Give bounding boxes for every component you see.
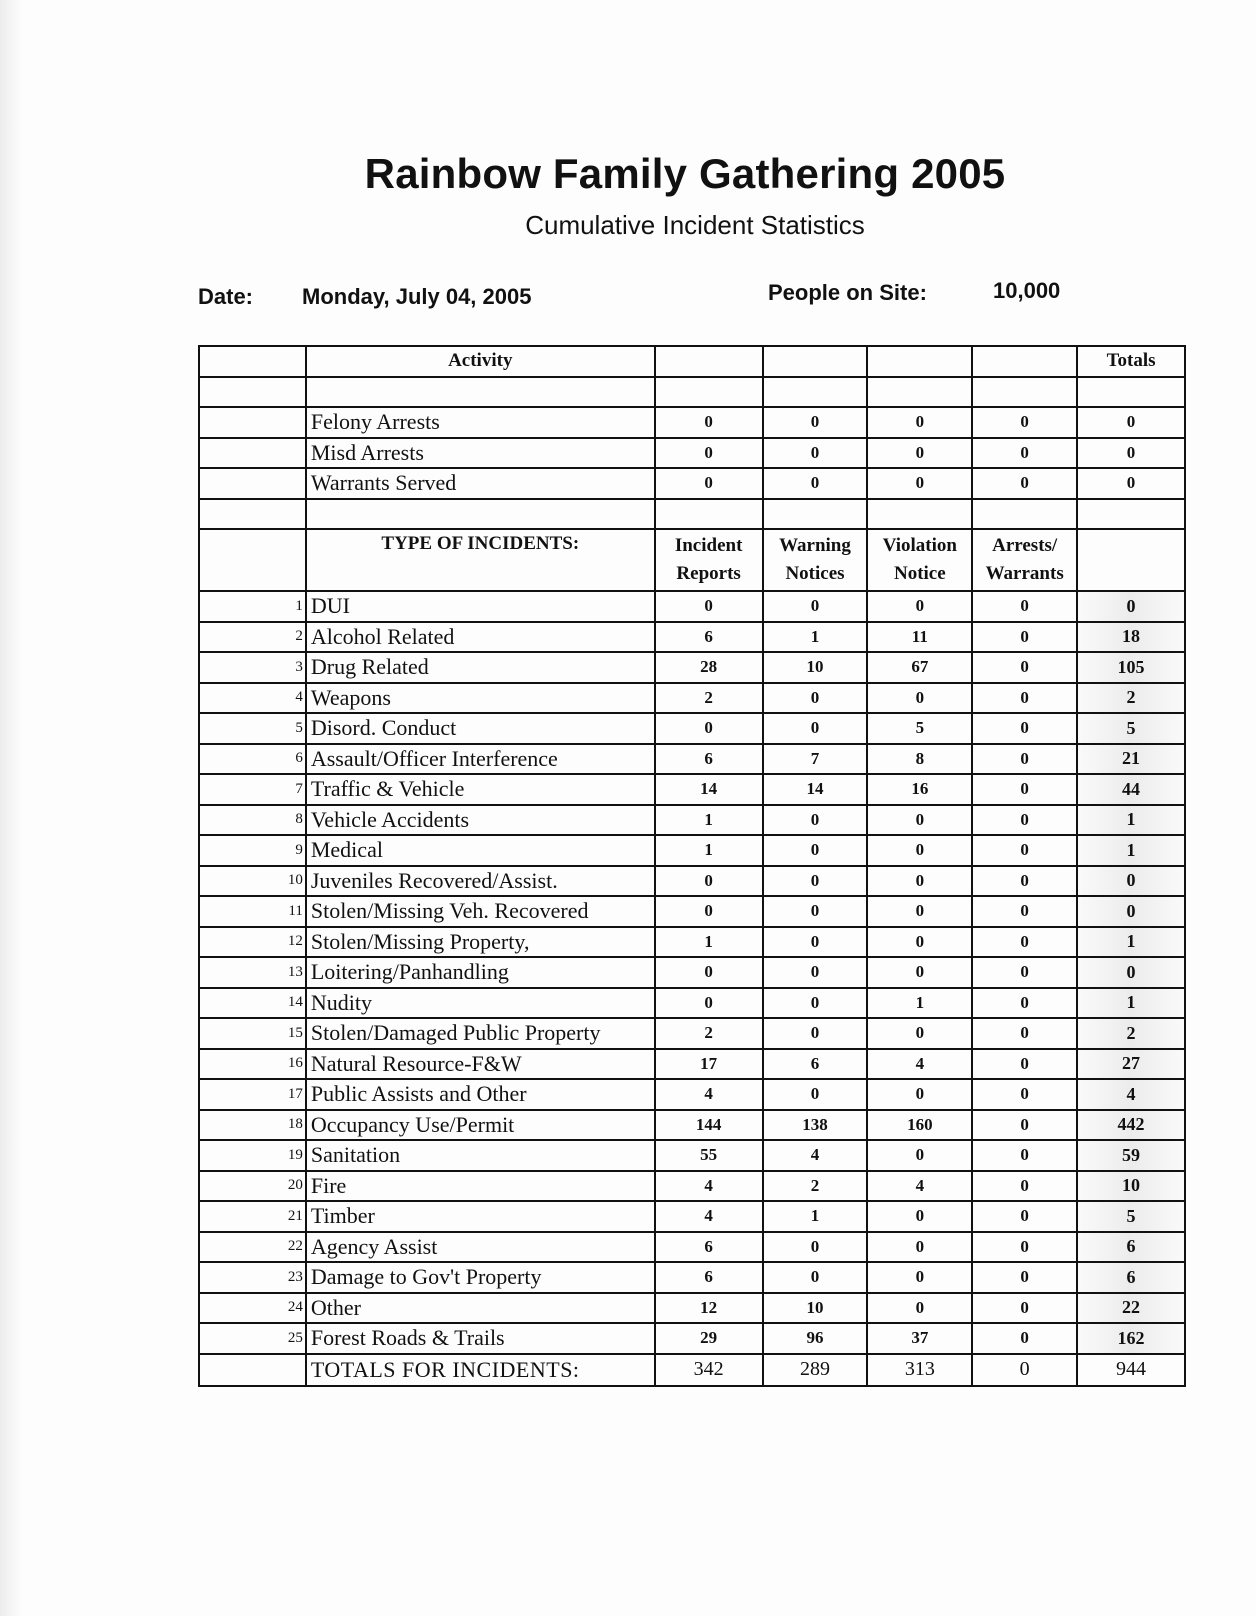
incident-value: 0 [867,957,972,988]
incident-total: 0 [1077,957,1185,988]
totals-for-incidents-row [199,1354,1185,1386]
incident-value: 0 [763,866,868,897]
incident-value: 1 [655,805,763,836]
activity-value: 0 [763,468,868,499]
blank-cell [199,346,306,377]
incident-value: 6 [655,622,763,653]
incident-value: 0 [867,896,972,927]
incident-value: 0 [972,683,1077,714]
incident-number: 21 [199,1201,306,1232]
incident-value: 28 [655,652,763,683]
incident-value: 0 [972,744,1077,775]
incident-label: Vehicle Accidents [306,805,655,836]
activity-row [199,407,1185,438]
incident-value: 0 [972,1110,1077,1141]
incident-value: 0 [972,1323,1077,1354]
date-value: Monday, July 04, 2005 [302,284,532,309]
incident-label: Sanitation [306,1140,655,1171]
incident-label: Forest Roads & Trails [306,1323,655,1354]
activity-row [199,438,1185,469]
incident-value: 0 [867,683,972,714]
incident-row [199,1262,1185,1293]
incident-value: 96 [763,1323,868,1354]
incident-row [199,744,1185,775]
incident-label: Natural Resource-F&W [306,1049,655,1080]
incident-value: 0 [763,805,868,836]
incident-value: 55 [655,1140,763,1171]
incident-value: 0 [763,835,868,866]
incident-value: 6 [655,1232,763,1263]
incident-value: 0 [763,683,868,714]
incident-value: 0 [972,805,1077,836]
incident-number: 15 [199,1018,306,1049]
incident-value: 0 [972,713,1077,744]
incident-value: 0 [972,591,1077,622]
incident-value: 4 [655,1079,763,1110]
incident-row [199,1201,1185,1232]
incident-number: 5 [199,713,306,744]
activity-value: 0 [655,407,763,438]
incident-value: 10 [763,652,868,683]
blank-cell [655,346,763,377]
incident-number: 25 [199,1323,306,1354]
incident-row [199,652,1185,683]
incident-value: 0 [763,896,868,927]
incident-value: 0 [763,1262,868,1293]
incident-value: 0 [972,652,1077,683]
incident-total: 1 [1077,988,1185,1019]
incident-label: Fire [306,1171,655,1202]
incident-value: 7 [763,744,868,775]
incident-number: 7 [199,774,306,805]
incident-value: 4 [763,1140,868,1171]
incident-total: 1 [1077,835,1185,866]
incident-value: 10 [763,1293,868,1324]
incident-number: 23 [199,1262,306,1293]
activity-header: Activity [306,346,655,377]
activity-value: 0 [763,438,868,469]
incident-value: 0 [972,957,1077,988]
incident-value: 0 [972,1049,1077,1080]
incident-row [199,683,1185,714]
incident-value: 0 [867,1140,972,1171]
incident-row [199,1049,1185,1080]
incident-value: 4 [867,1171,972,1202]
incident-total: 1 [1077,805,1185,836]
incident-total: 10 [1077,1171,1185,1202]
incident-total: 27 [1077,1049,1185,1080]
incident-total: 4 [1077,1079,1185,1110]
type-of-incidents-header: TYPE OF INCIDENTS: [306,529,655,591]
incident-number: 16 [199,1049,306,1080]
grand-total-value: 289 [763,1354,868,1386]
incident-number: 14 [199,988,306,1019]
incident-value: 0 [763,1079,868,1110]
incident-value: 0 [655,713,763,744]
incident-row [199,1079,1185,1110]
activity-header-row [199,346,1185,377]
incident-total: 2 [1077,683,1185,714]
incident-value: 0 [972,927,1077,958]
incident-number: 11 [199,896,306,927]
incident-number: 22 [199,1232,306,1263]
incident-statistics-table [198,345,1186,1387]
incident-total: 0 [1077,896,1185,927]
incident-value: 0 [972,1018,1077,1049]
incident-value: 0 [867,591,972,622]
incident-label: Stolen/Damaged Public Property [306,1018,655,1049]
activity-row [199,468,1185,499]
incident-value: 0 [867,1232,972,1263]
grand-total-value: 342 [655,1354,763,1386]
incident-value: 2 [763,1171,868,1202]
incident-value: 138 [763,1110,868,1141]
incident-label: Timber [306,1201,655,1232]
incident-value: 0 [867,1079,972,1110]
incident-label: Other [306,1293,655,1324]
spacer-row [199,377,1185,408]
incident-total: 442 [1077,1110,1185,1141]
incident-value: 11 [867,622,972,653]
activity-value: 0 [655,438,763,469]
blank-cell [763,346,868,377]
incident-value: 0 [972,1201,1077,1232]
activity-total: 0 [1077,468,1185,499]
incident-value: 6 [763,1049,868,1080]
incident-number: 6 [199,744,306,775]
incident-number: 24 [199,1293,306,1324]
activity-label: Misd Arrests [306,438,655,469]
people-on-site-value: 10,000 [993,278,1061,303]
incident-number: 9 [199,835,306,866]
incident-label: Alcohol Related [306,622,655,653]
incident-value: 0 [972,1262,1077,1293]
incident-row [199,713,1185,744]
incident-total: 59 [1077,1140,1185,1171]
incident-value: 67 [867,652,972,683]
incident-value: 12 [655,1293,763,1324]
activity-value: 0 [867,438,972,469]
incident-value: 29 [655,1323,763,1354]
incident-value: 0 [763,988,868,1019]
blank-cell [867,346,972,377]
incident-label: Damage to Gov't Property [306,1262,655,1293]
incident-number: 3 [199,652,306,683]
incident-label: Occupancy Use/Permit [306,1110,655,1141]
incident-value: 4 [655,1201,763,1232]
column-header-totals-blank [1077,529,1185,591]
incident-row [199,1232,1185,1263]
incident-value: 5 [867,713,972,744]
incident-value: 0 [655,988,763,1019]
incident-number: 18 [199,1110,306,1141]
activity-value: 0 [972,438,1077,469]
incident-value: 17 [655,1049,763,1080]
incident-value: 0 [763,591,868,622]
incident-value: 0 [655,866,763,897]
incident-value: 2 [655,683,763,714]
incident-label: Nudity [306,988,655,1019]
incident-total: 0 [1077,866,1185,897]
incident-value: 160 [867,1110,972,1141]
incident-label: Disord. Conduct [306,713,655,744]
activity-value: 0 [972,407,1077,438]
incident-row [199,1110,1185,1141]
incident-value: 0 [972,1171,1077,1202]
incident-value: 8 [867,744,972,775]
incident-row [199,1140,1185,1171]
incident-value: 14 [655,774,763,805]
incident-total: 105 [1077,652,1185,683]
incident-row [199,1171,1185,1202]
activity-value: 0 [655,468,763,499]
incident-value: 0 [867,1262,972,1293]
incident-value: 144 [655,1110,763,1141]
incident-value: 0 [972,866,1077,897]
incident-row [199,591,1185,622]
incident-total: 44 [1077,774,1185,805]
incident-value: 1 [867,988,972,1019]
incident-total: 5 [1077,1201,1185,1232]
incident-total: 162 [1077,1323,1185,1354]
incident-value: 0 [763,1232,868,1263]
incident-number: 17 [199,1079,306,1110]
blank-cell [199,1354,306,1386]
incident-value: 0 [655,896,763,927]
incident-value: 37 [867,1323,972,1354]
incident-value: 0 [972,622,1077,653]
incident-value: 6 [655,1262,763,1293]
incident-label: Juveniles Recovered/Assist. [306,866,655,897]
incident-value: 0 [972,1140,1077,1171]
incident-row [199,896,1185,927]
incident-total: 6 [1077,1232,1185,1263]
grand-total-value: 313 [867,1354,972,1386]
blank-cell [972,346,1077,377]
incident-number: 4 [199,683,306,714]
incident-value: 4 [867,1049,972,1080]
incident-value: 0 [972,774,1077,805]
incident-value: 0 [867,1201,972,1232]
incident-label: Loitering/Panhandling [306,957,655,988]
incident-value: 0 [867,927,972,958]
column-header-warning-notices: Warning Notices [763,529,868,591]
incident-value: 14 [763,774,868,805]
incident-value: 0 [972,1293,1077,1324]
incident-label: Traffic & Vehicle [306,774,655,805]
incident-label: Public Assists and Other [306,1079,655,1110]
incident-value: 0 [763,713,868,744]
activity-label: Felony Arrests [306,407,655,438]
incident-row [199,622,1185,653]
incident-row [199,927,1185,958]
activity-value: 0 [867,468,972,499]
incident-value: 0 [972,896,1077,927]
incident-row [199,805,1185,836]
incident-row [199,1293,1185,1324]
incident-value: 0 [972,1232,1077,1263]
incident-number: 8 [199,805,306,836]
incident-label: Medical [306,835,655,866]
column-header-incident-reports: Incident Reports [655,529,763,591]
incident-number: 12 [199,927,306,958]
incident-column-header-row [199,529,1185,591]
incident-row [199,866,1185,897]
incident-row [199,774,1185,805]
incident-value: 0 [867,1018,972,1049]
incident-value: 2 [655,1018,763,1049]
incident-value: 4 [655,1171,763,1202]
incident-number: 1 [199,591,306,622]
incident-number: 10 [199,866,306,897]
activity-value: 0 [867,407,972,438]
incident-value: 1 [763,1201,868,1232]
incident-value: 16 [867,774,972,805]
column-header-arrests-warrants: Arrests/ Warrants [972,529,1077,591]
activity-total: 0 [1077,407,1185,438]
incident-row [199,957,1185,988]
incident-row [199,835,1185,866]
incident-value: 0 [972,835,1077,866]
incident-total: 2 [1077,1018,1185,1049]
incident-value: 0 [867,835,972,866]
totals-for-incidents-label: TOTALS FOR INCIDENTS: [306,1354,655,1386]
grand-total: 944 [1077,1354,1185,1386]
incident-value: 1 [655,835,763,866]
incident-value: 0 [763,1018,868,1049]
incident-value: 0 [867,805,972,836]
column-header-violation-notice: Violation Notice [867,529,972,591]
incident-value: 0 [972,1079,1077,1110]
incident-total: 18 [1077,622,1185,653]
incident-label: DUI [306,591,655,622]
incident-value: 0 [655,591,763,622]
incident-number: 13 [199,957,306,988]
incident-total: 6 [1077,1262,1185,1293]
people-on-site-label: People on Site: [768,280,927,305]
activity-total: 0 [1077,438,1185,469]
incident-total: 5 [1077,713,1185,744]
incident-label: Stolen/Missing Property, [306,927,655,958]
activity-label: Warrants Served [306,468,655,499]
document-subtitle: Cumulative Incident Statistics [525,210,865,240]
incident-total: 1 [1077,927,1185,958]
incident-row [199,988,1185,1019]
incident-value: 0 [867,1293,972,1324]
incident-total: 21 [1077,744,1185,775]
incident-number: 2 [199,622,306,653]
date-label: Date: [198,284,254,309]
spacer-row [199,499,1185,530]
incident-number: 20 [199,1171,306,1202]
incident-value: 0 [972,988,1077,1019]
incident-number: 19 [199,1140,306,1171]
incident-label: Stolen/Missing Veh. Recovered [306,896,655,927]
document-title: Rainbow Family Gathering 2005 [364,150,1006,197]
incident-value: 1 [763,622,868,653]
incident-total: 0 [1077,591,1185,622]
incident-value: 6 [655,744,763,775]
totals-header: Totals [1077,346,1185,377]
scan-edge-shadow [0,0,22,1616]
incident-total: 22 [1077,1293,1185,1324]
incident-value: 0 [867,866,972,897]
activity-value: 0 [972,468,1077,499]
incident-label: Agency Assist [306,1232,655,1263]
grand-total-value: 0 [972,1354,1077,1386]
incident-value: 0 [655,957,763,988]
incident-label: Weapons [306,683,655,714]
incident-value: 0 [763,957,868,988]
activity-value: 0 [763,407,868,438]
incident-label: Assault/Officer Interference [306,744,655,775]
incident-row [199,1018,1185,1049]
incident-label: Drug Related [306,652,655,683]
incident-row [199,1323,1185,1354]
incident-value: 0 [763,927,868,958]
incident-value: 1 [655,927,763,958]
